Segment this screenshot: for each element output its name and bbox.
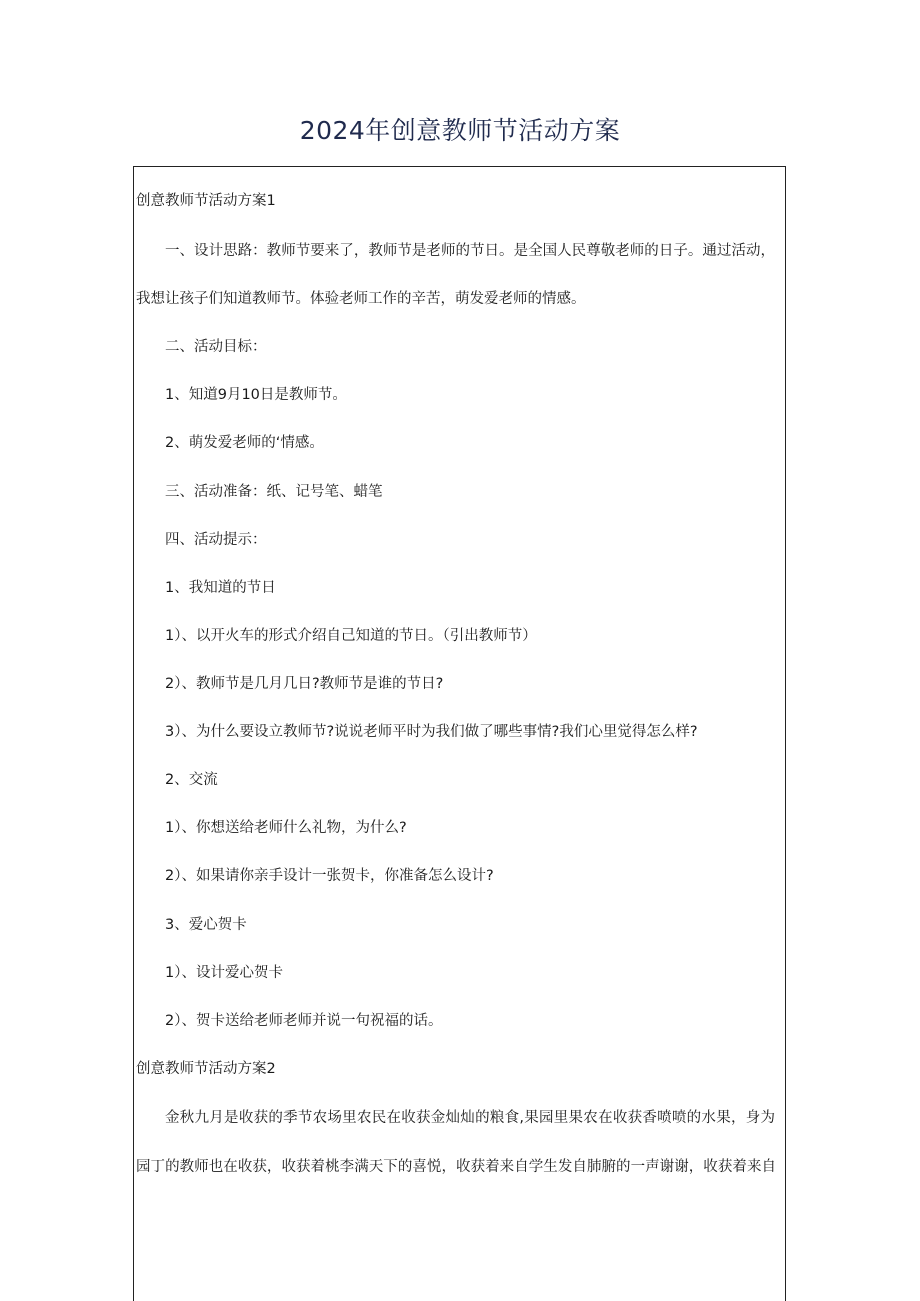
paragraph-line: 2）、如果请你亲手设计一张贺卡，你准备怎么设计? <box>165 868 494 884</box>
paragraph-line: 三、活动准备：纸、记号笔、蜡笔 <box>165 484 383 500</box>
paragraph-line: 园丁的教师也在收获，收获着桃李满天下的喜悦，收获着来自学生发自肺腑的一声谢谢，收获着来自 <box>136 1159 776 1175</box>
paragraph-line: 1）、以开火车的形式介绍自己知道的节日。（引出教师节） <box>165 628 537 644</box>
paragraph-line: 2、交流 <box>165 772 218 788</box>
paragraph-line: 1、我知道的节日 <box>165 580 276 596</box>
paragraph-line: 3、爱心贺卡 <box>165 917 247 933</box>
paragraph-line: 二、活动目标： <box>165 339 267 355</box>
paragraph-line: 2）、贺卡送给老师老师并说一句祝福的话。 <box>165 1013 443 1029</box>
paragraph-line: 一、设计思路：教师节要来了，教师节是老师的节日。是全国人民尊敬老师的日子。通过活动， <box>165 243 775 259</box>
section-heading-1: 创意教师节活动方案1 <box>136 193 276 209</box>
paragraph-line: 1）、设计爱心贺卡 <box>165 965 283 981</box>
section-heading-2: 创意教师节活动方案2 <box>136 1061 276 1077</box>
paragraph-line: 金秋九月是收获的季节农场里农民在收获金灿灿的粮食,果园里果农在收获香喷喷的水果，身为 <box>165 1110 775 1126</box>
paragraph-line: 3）、为什么要设立教师节?说说老师平时为我们做了哪些事情?我们心里觉得怎么样? <box>165 724 698 740</box>
paragraph-line: 四、活动提示： <box>165 532 267 548</box>
paragraph-line: 2、萌发爱老师的‘情感。 <box>165 435 324 451</box>
document-title: 2024年创意教师节活动方案 <box>299 116 621 145</box>
paragraph-line: 1、知道9月10日是教师节。 <box>165 387 347 403</box>
paragraph-line: 我想让孩子们知道教师节。体验老师工作的辛苦，萌发爱老师的情感。 <box>136 291 586 307</box>
paragraph-line: 2）、教师节是几月几日?教师节是谁的节日? <box>165 676 444 692</box>
paragraph-line: 1）、你想送给老师什么礼物，为什么? <box>165 820 407 836</box>
